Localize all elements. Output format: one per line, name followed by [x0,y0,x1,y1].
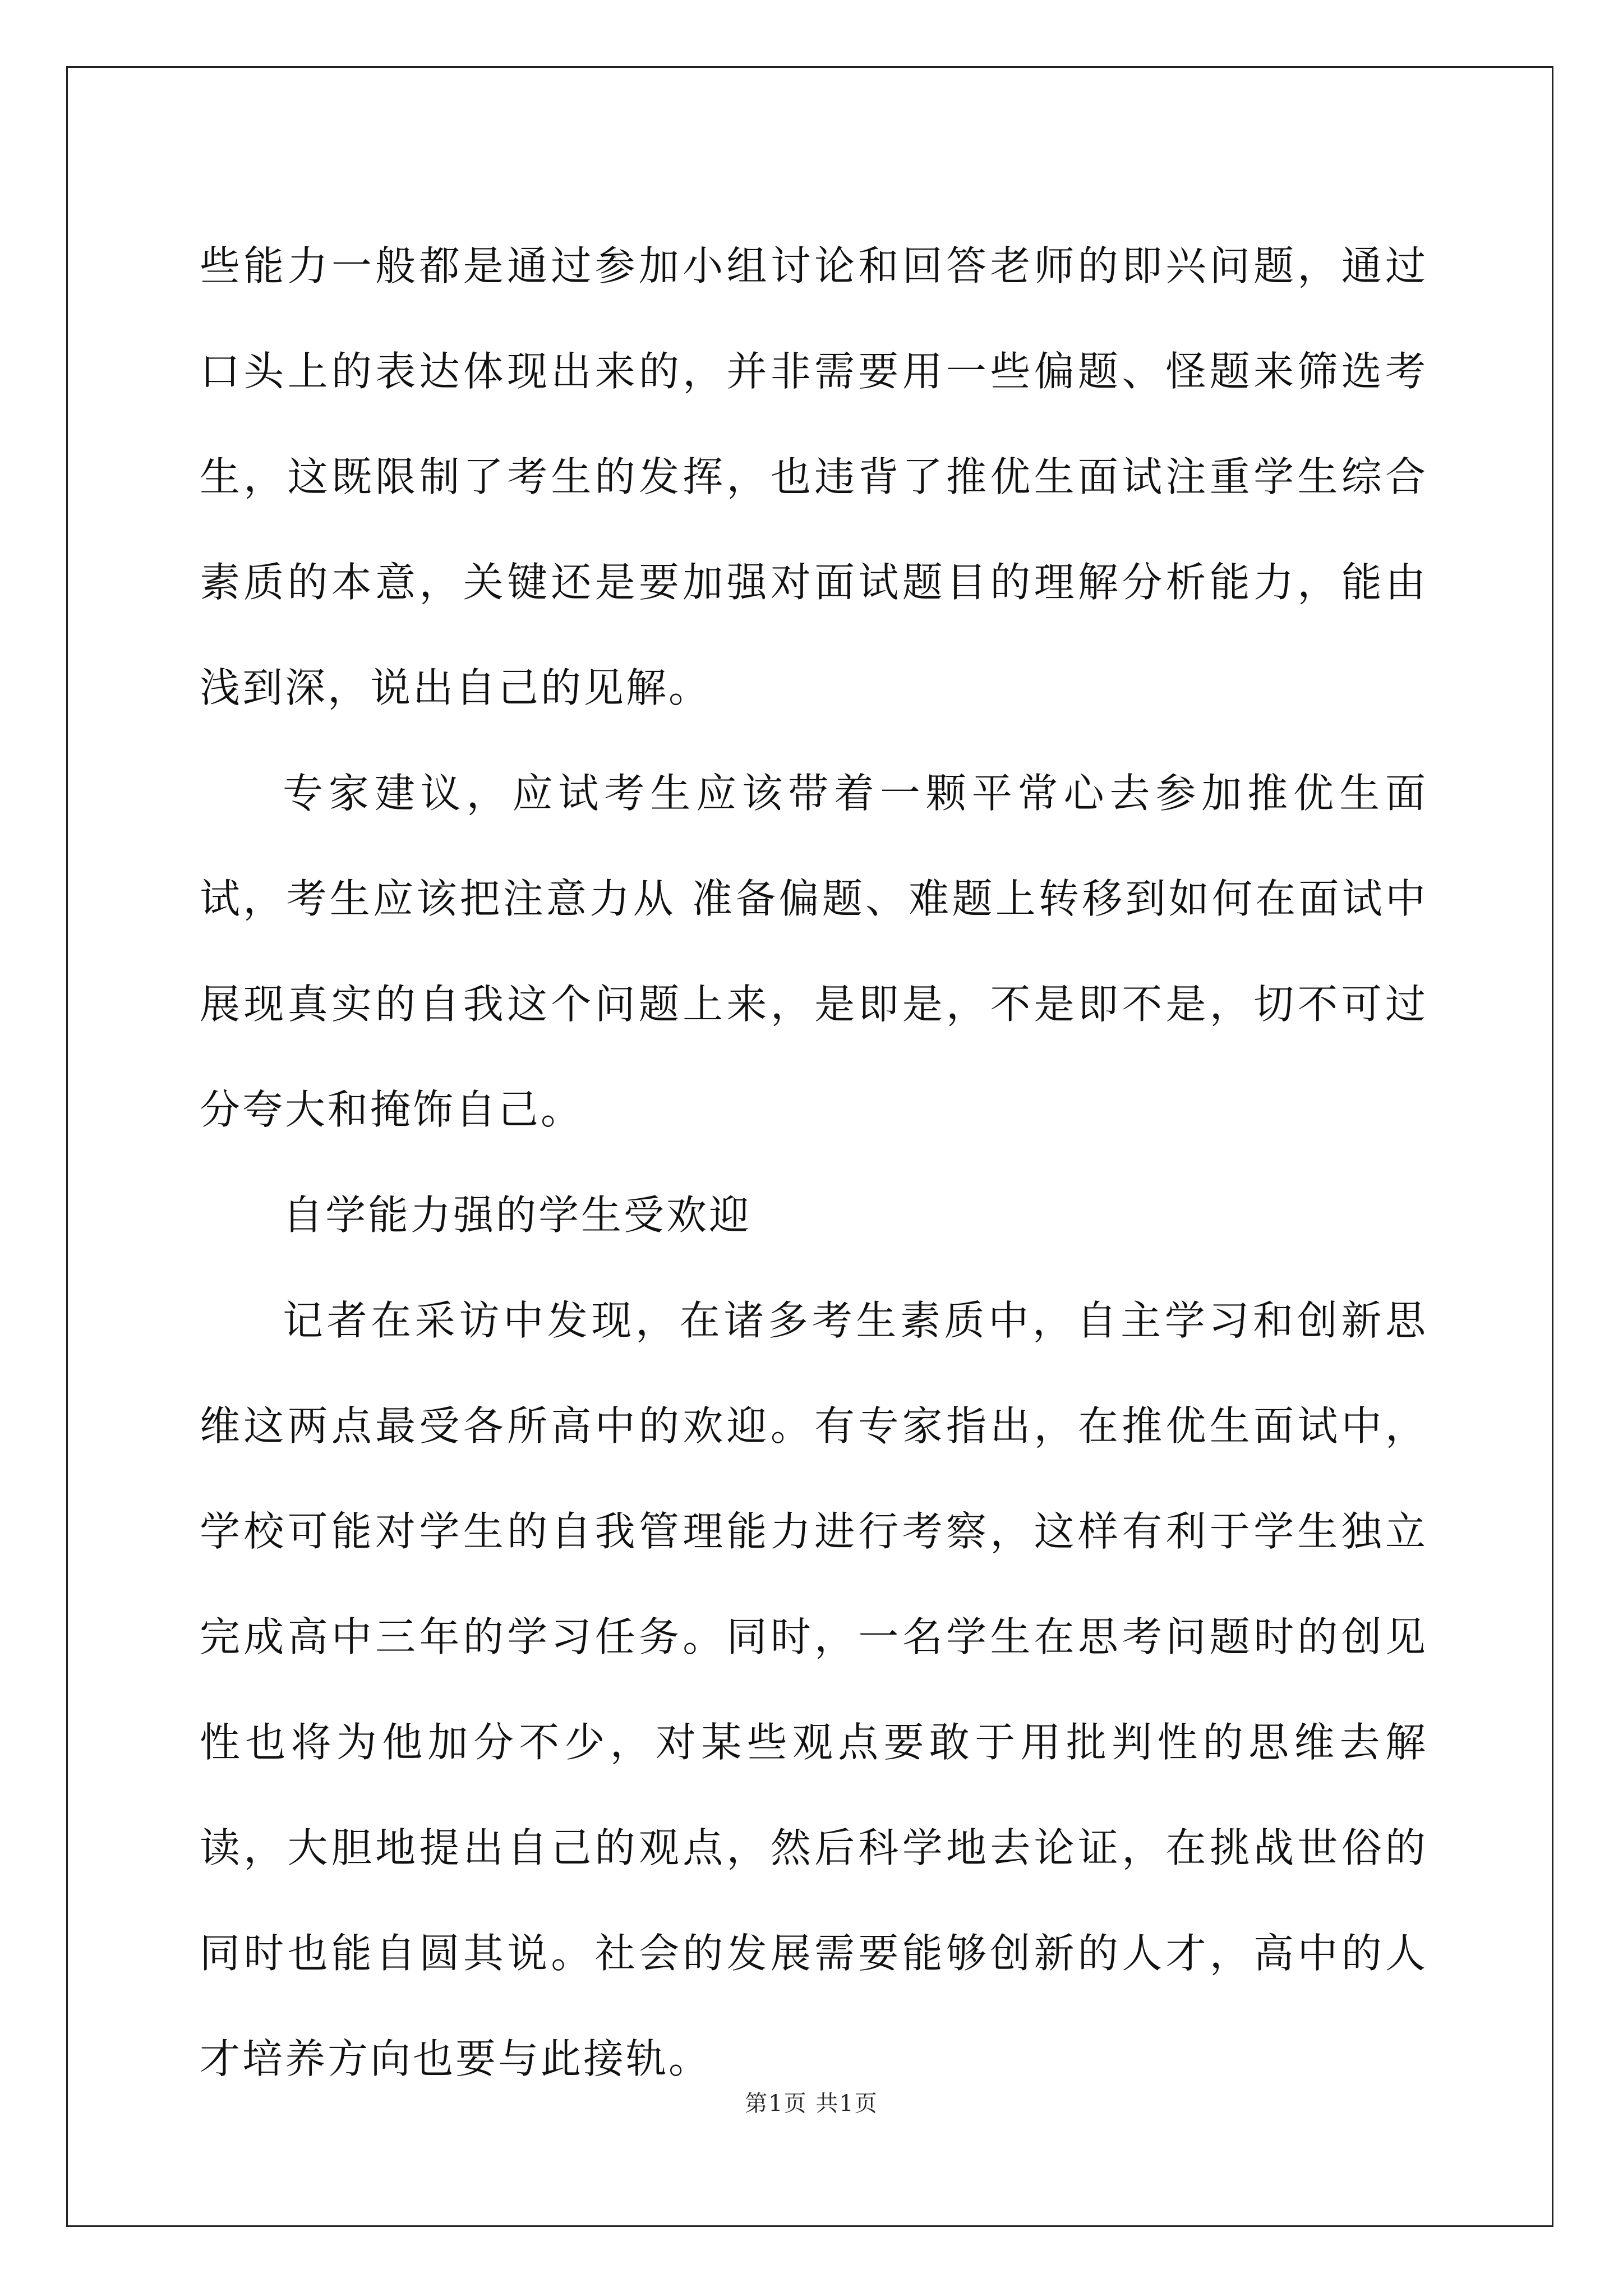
page-footer: 第1页 共1页 [745,2091,878,2116]
paragraph-2: 专家建议，应试考生应该带着一颗平常心去参加推优生面试，考生应该把注意力从 准备偏题、难题上转移到如何在面试中展现真实的自我这个问题上来，是即是，不是即不是，切不可过分夸大和掩饰自己。 [200,770,1428,1133]
paragraph-3: 记者在采访中发现，在诸多考生素质中，自主学习和创新思维这两点最受各所高中的欢迎。有专家指出，在推优生面试中，学校可能对学生的自我管理能力进行考察，这样有利于学生独立完成高中三年的学习任务。同时，一名学生在思考问题时的创见性也将为他加分不少，对某些观点要敢于用批判性的思维去解读，大胆地提出自己的观点，然后科学地去论证，在挑战世俗的同时也能自圆其说。社会的发展需要能够创新的人才，高中的人才培养方向也要与此接轨。 [200,1297,1428,2082]
document-body [200,213,1428,2111]
paragraph-1: 些能力一般都是通过参加小组讨论和回答老师的即兴问题，通过口头上的表达体现出来的，并非需要用一些偏题、怪题来筛选考生，这既限制了考生的发挥，也违背了推优生面试注重学生综合素质的本意，关键还是要加强对面试题目的理解分析能力，能由浅到深，说出自己的见解。 [200,242,1428,711]
section-heading: 自学能力强的学生受欢迎 [283,1191,752,1239]
